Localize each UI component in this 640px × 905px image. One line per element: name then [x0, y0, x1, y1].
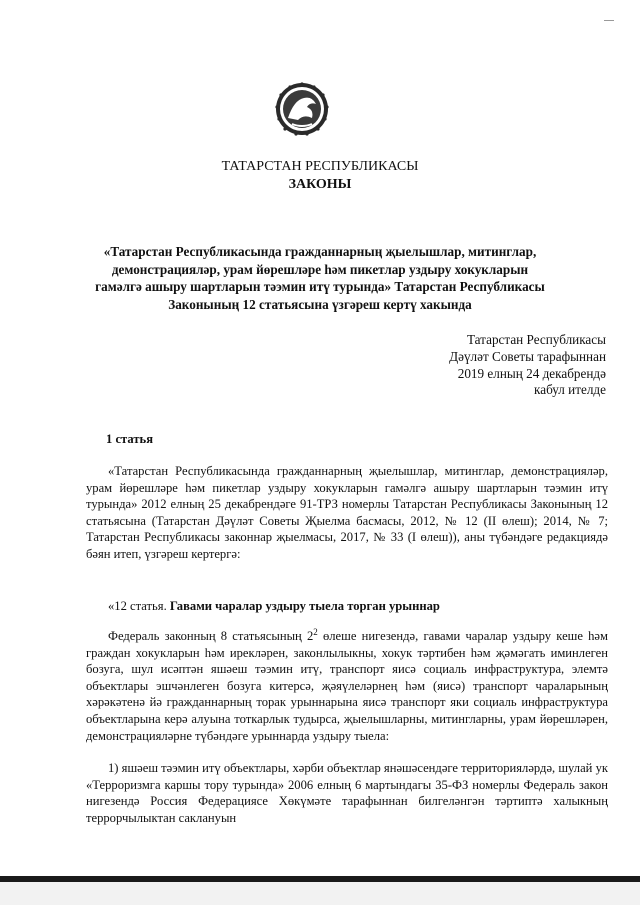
law-title-line: демонстрацияләр, урам йөрешләре һәм пикетлар уздыру хокукларын: [111, 261, 529, 277]
adoption-line: Дәүләт Советы тарафыннан: [449, 348, 606, 364]
law-label: ЗАКОНЫ: [288, 177, 352, 192]
law-title-line: «Татарстан Республикасында гражданнарның җыелышлар, митинглар,: [103, 244, 537, 259]
adoption-line: 2019 елның 24 декабрендә: [457, 365, 606, 381]
superscript: 2: [313, 626, 318, 637]
article-12-title: Гавами чаралар уздыру тыела торган урыннар: [169, 599, 440, 613]
republic-name: ТАТАРСТАН РЕСПУБЛИКАСЫ: [221, 159, 419, 174]
adoption-line: кабул ителде: [534, 382, 606, 398]
tatarstan-emblem-icon: [274, 80, 330, 138]
article-12-paragraph: Федераль законның 8 статьясының $2^2$ өлеше нигезендә, гавами чаралар уздыру кешe һәм граждан хокукларын һәм ирекләрен, законлылыкны, хокук тәртибен һәм җәмәгать иминлеген бозуга, шул исәптән яшәеш тәэмин итү, транспорт яисә социаль инфраструктура, элемтә объектлары эшчәнлеген бозуга китерсә, җәяүлеләрнең һәм (яисә) транспорт чараларының хәрәкәтенә йә гражданнарның торак урыннарына яисә транспорт яки социаль инфраструктура объектларына керә алуына тоткарлык тудырса, җыелышларны, митингларны, урам йөрешләрен, демонстрацияләрне түбәндәге урыннарда уздыру тыела:: [86, 626, 608, 743]
law-title-line: гамәлгә ашыру шартларын тәэмин итү турында» Татарстан Республикасы: [95, 279, 545, 295]
article-12-prefix: «12 статья.: [108, 599, 170, 613]
article-1-heading: 1 статья: [106, 432, 154, 446]
scan-margin: [0, 882, 640, 905]
adoption-block: [449, 332, 606, 399]
article-1-paragraph: «Татарстан Республикасында гражданнарның җыелышлар, митинглар, демонстрацияләр, урам йөрешләре һәм пикетлар уздыру хокукларын гамәлгә ашыру шартларын тәэмин итү турында» 2012 елның 25 декабрендәге 91-ТРЗ номерлы Татарстан Республикасы Законының 12 статьясына (Татарстан Дәүләт Советы Җыелма басмасы, 2012, № 12 (II өлеш); 2014, № 7; Татарстан Республикасы законнар җыелмасы, 2017, № 33 (I өлеш)), аны түбәндәге редакциядә бәян итеп, үзгәреш кертергә:: [86, 464, 608, 561]
law-title-line: Законының 12 статьясына үзгәреш кертү хакында: [168, 296, 472, 312]
article-12-item-1: 1) яшәеш тәэмин итү объектлары, хәрби объектлар янәшәсендәге территорияләрдә, шулай ук «Терроризмга каршы тору турында» 2006 елның 6 мартындагы 35-ФЗ номерлы Федераль закон нигезендә Россия Федерациясе Хөкүмәте тарафыннан билгеләнгән тәртиптә халыкның террорчылыктан саклануын: [86, 761, 608, 825]
law-title: [82, 243, 558, 313]
scan-mark: [604, 20, 614, 21]
adoption-line: Татарстан Республикасы: [466, 332, 606, 347]
article-12-heading: [86, 598, 608, 615]
